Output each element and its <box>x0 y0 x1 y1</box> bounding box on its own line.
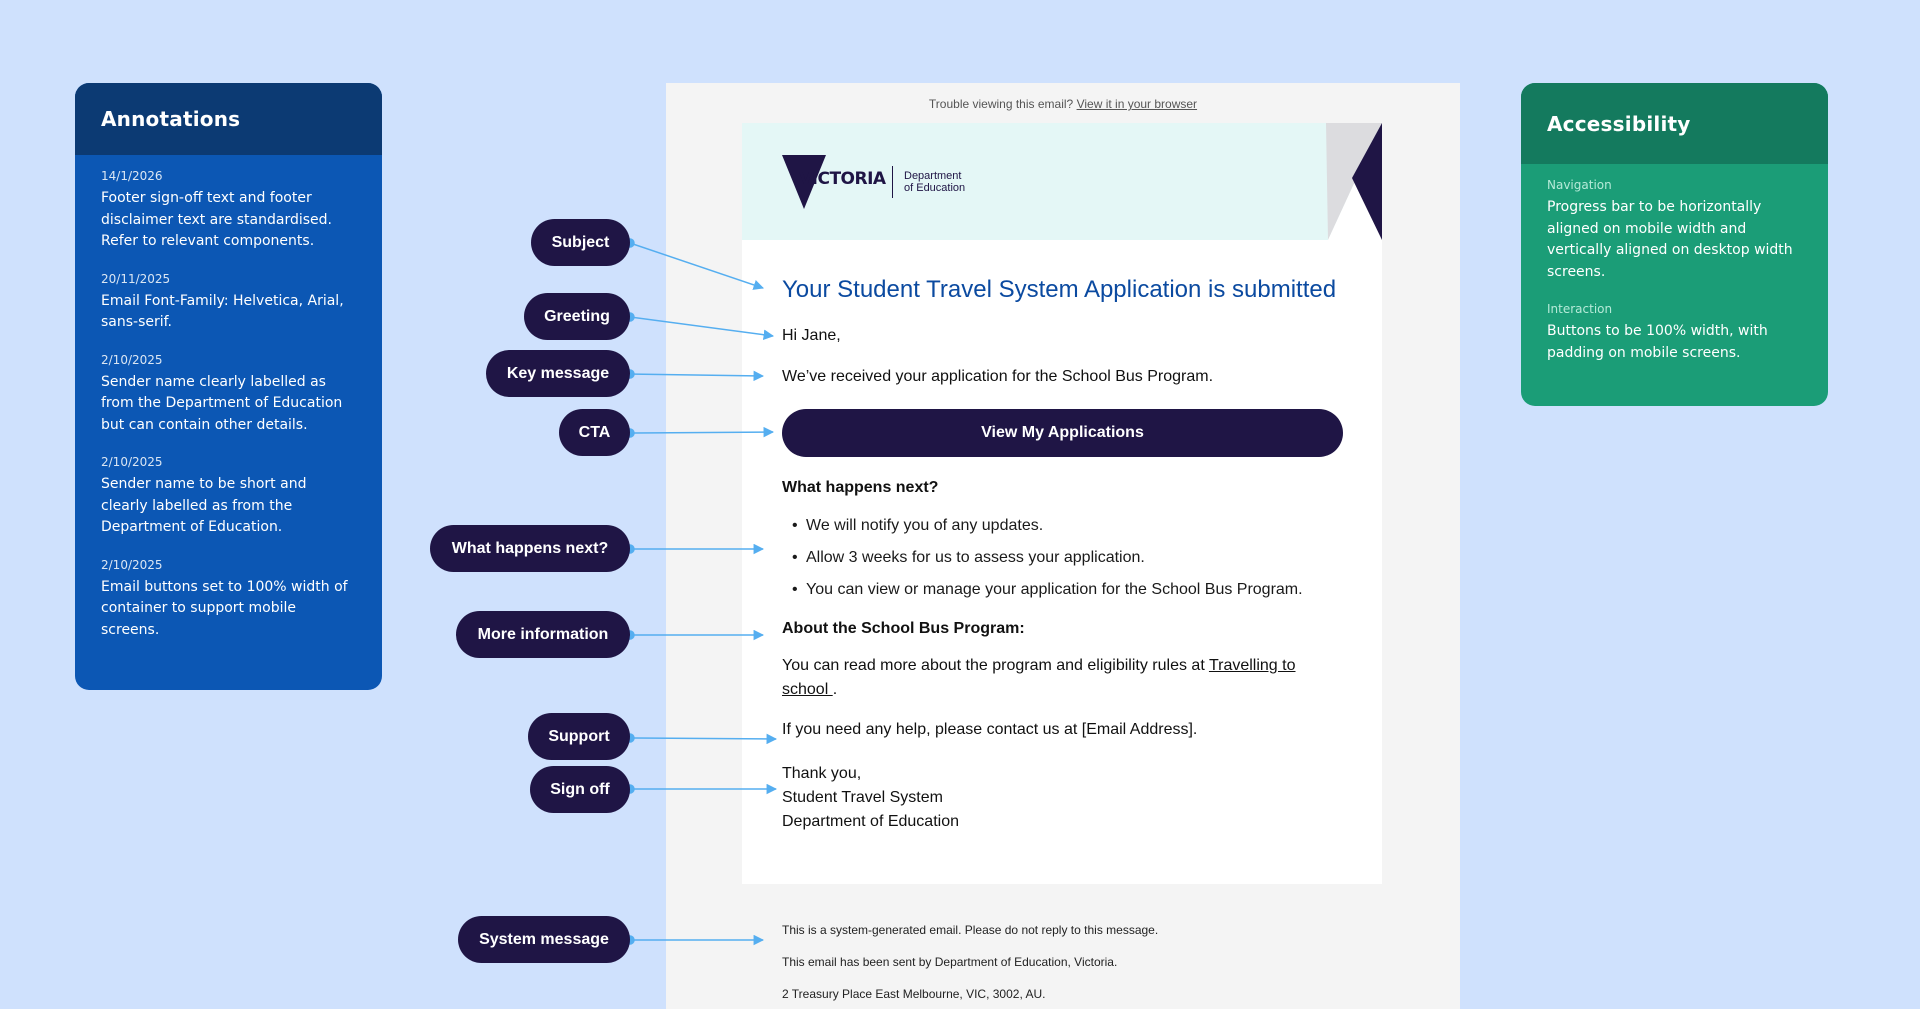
sign-off-line: Student Travel System <box>782 789 943 806</box>
what-happens-next-heading: What happens next? <box>782 479 939 496</box>
more-info-copy: You can read more about the program and eligibility rules at <box>782 657 1205 674</box>
callout-sign-off: Sign off <box>530 766 630 813</box>
accessibility-label: Navigation <box>1547 178 1612 192</box>
callout-support: Support <box>528 713 630 760</box>
subject-arrow <box>630 243 763 288</box>
annotation-text: Email Font-Family: Helvetica, Arial, sans-serif. <box>101 292 344 330</box>
list-item: • You can view or manage your application for the School Bus Program. <box>782 578 1342 602</box>
annotation-text: Email buttons set to 100% width of container to support mobile screens. <box>101 578 348 638</box>
callout-cta: CTA <box>559 409 630 456</box>
footer-line: This is a system-generated email. Please do not reply to this message. <box>782 923 1159 937</box>
travelling-to-school-link[interactable]: Travelling to school <box>782 657 1296 698</box>
support-arrow <box>630 738 776 739</box>
callout-system-message: System message <box>458 916 630 963</box>
list-item: • Allow 3 weeks for us to assess your application. <box>782 546 1342 570</box>
annotation-date: 2/10/2025 <box>101 557 163 572</box>
email-subject: Your Student Travel System Application is submitted <box>782 276 1337 303</box>
footer-line: 2 Treasury Place East Melbourne, VIC, 3002, AU. <box>782 987 1046 1001</box>
callout-more-information: More information <box>456 611 630 658</box>
key-message-arrow <box>630 374 763 376</box>
annotation-date: 2/10/2025 <box>101 352 163 367</box>
annotation-date: 20/11/2025 <box>101 271 171 286</box>
annotation-date: 2/10/2025 <box>101 455 163 469</box>
annotations-title: Annotations <box>75 83 382 155</box>
callout-what-happens-next: What happens next? <box>430 525 630 572</box>
callout-greeting: Greeting <box>524 293 630 340</box>
list-item: • We will notify you of any updates. <box>782 514 1342 538</box>
logo-wordmark: VICTORIA <box>799 169 886 189</box>
accessibility-title: Accessibility <box>1521 83 1828 164</box>
sign-off-line: Thank you, <box>782 765 862 782</box>
annotation-text: Sender name clearly labelled as from the Department of Education but can contain other details. <box>101 373 343 433</box>
annotation-text: Sender name to be short and clearly labelled as from the Department of Education. <box>101 476 307 535</box>
accessibility-label: Interaction <box>1547 302 1613 316</box>
trouble-viewing-text: Trouble viewing this email? <box>928 97 1074 111</box>
email-greeting: Hi Jane, <box>782 327 841 344</box>
logo-department-line: Department <box>904 170 962 182</box>
view-in-browser-link[interactable]: View it in your browser <box>1076 97 1198 111</box>
callout-subject: Subject <box>531 219 630 266</box>
accessibility-text: Progress bar to be horizontally aligned on mobile width and vertically aligned on desktop width screens. <box>1547 199 1793 280</box>
support-text: If you need any help, please contact us at [Email Address]. <box>782 721 1198 738</box>
more-info-end: . <box>832 681 838 698</box>
email-key-message: We’ve received your application for the School Bus Program. <box>782 368 1214 385</box>
callout-key-message: Key message <box>486 350 630 397</box>
more-info-heading: About the School Bus Program: <box>782 620 1025 637</box>
cta-arrow <box>630 432 773 433</box>
annotation-date: 14/1/2026 <box>101 169 163 183</box>
annotation-text: Footer sign-off text and footer disclaimer text are standardised. Refer to relevant components. <box>101 190 332 249</box>
greeting-arrow <box>630 317 773 336</box>
logo-department-line: of Education <box>904 182 966 194</box>
accessibility-text: Buttons to be 100% width, with padding on mobile screens. <box>1547 323 1768 361</box>
footer-line: This email has been sent by Department of Education, Victoria. <box>782 955 1118 969</box>
view-my-applications-button[interactable]: View My Applications <box>782 409 1343 457</box>
sign-off-line: Department of Education <box>782 813 959 830</box>
